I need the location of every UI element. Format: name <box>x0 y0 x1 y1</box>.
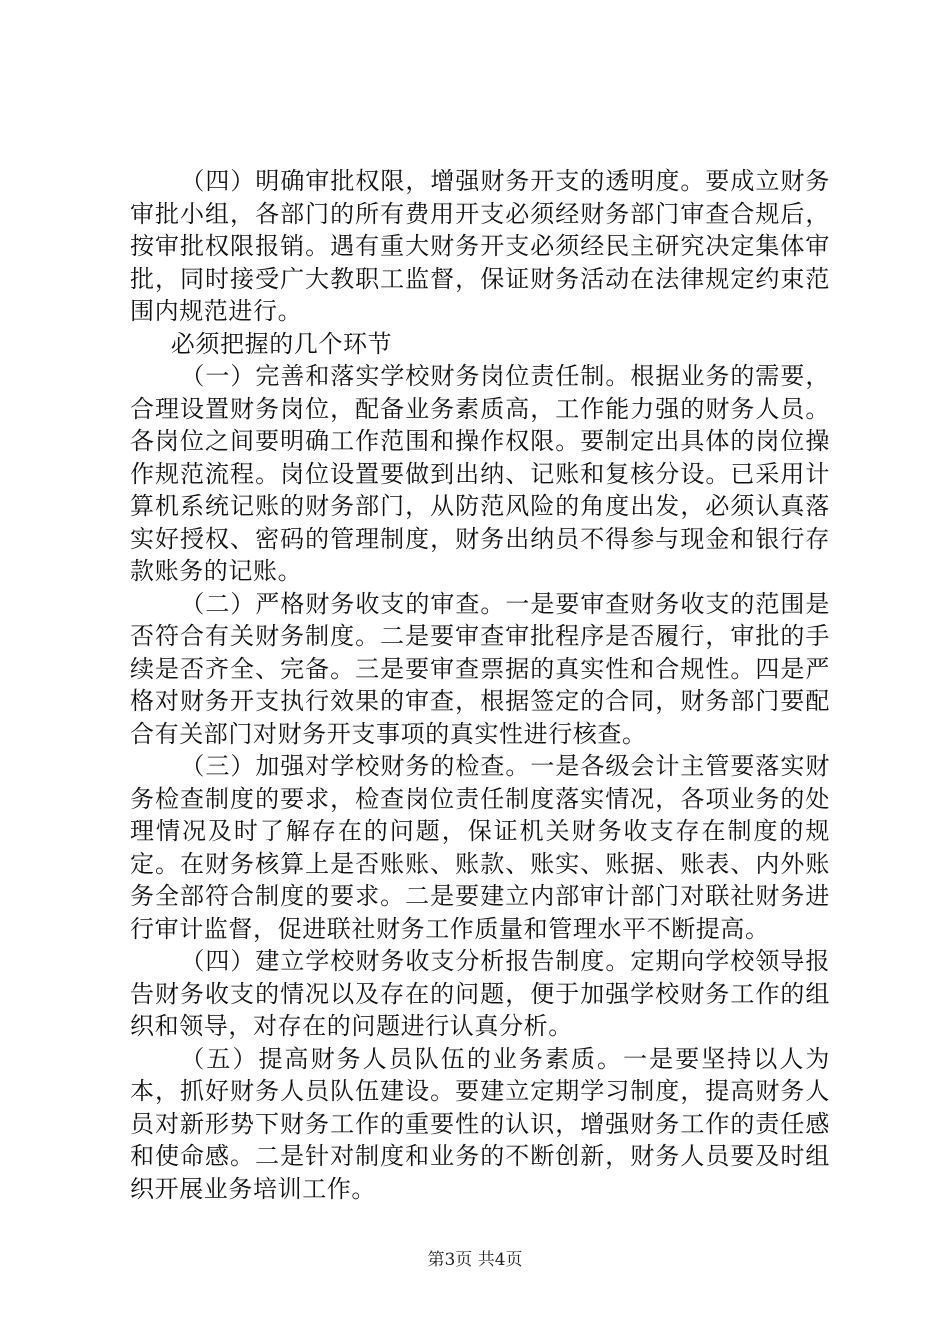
section-heading: 必须把握的几个环节 <box>170 329 393 358</box>
paragraph-staff-quality: （五）提高财务人员队伍的业务素质。一是要坚持以人为本，抓好财务人员队伍建设。要建立定期学习制度，提高财务人员对新形势下财务工作的重要性的认识，增强财务工作的责任感和使命感。二是针对制度和业务的不断创新，财务人员要及时组织开展业务培训工作。 <box>130 1044 830 1203</box>
document-body <box>130 165 830 1205</box>
paragraph-expense-review: （二）严格财务收支的审查。一是要审查财务收支的范围是否符合有关财务制度。二是要审查审批程序是否履行，审批的手续是否齐全、完备。三是要审查票据的真实性和合规性。四是严格对财务开支执行效果的审查，根据签定的合同，财务部门要配合有关部门对财务开支事项的真实性进行核查。 <box>130 589 830 748</box>
paragraph-approval-authority: （四）明确审批权限，增强财务开支的透明度。要成立财务审批小组，各部门的所有费用开支必须经财务部门审查合规后，按审批权限报销。遇有重大财务开支必须经民主研究决定集体审批，同时接受广大教职工监督，保证财务活动在法律规定约束范围内规范进行。 <box>130 167 830 325</box>
page-number-footer: 第3页 共4页 <box>427 1250 523 1270</box>
paragraph-financial-inspection: （三）加强对学校财务的检查。一是各级会计主管要落实财务检查制度的要求，检查岗位责任制度落实情况，各项业务的处理情况及时了解存在的问题，保证机关财务收支存在制度的规定。在财务核算上是否账账、账款、账实、账据、账表、内外账务全部符合制度的要求。二是要建立内部审计部门对联社财务进行审计监督，促进联社财务工作质量和管理水平不断提高。 <box>130 752 830 943</box>
paragraph-analysis-report: （四）建立学校财务收支分析报告制度。定期向学校领导报告财务收支的情况以及存在的问题，便于加强学校财务工作的组织和领导，对存在的问题进行认真分析。 <box>130 947 830 1040</box>
paragraph-job-responsibility: （一）完善和落实学校财务岗位责任制。根据业务的需要，合理设置财务岗位，配备业务素质高，工作能力强的财务人员。各岗位之间要明确工作范围和操作权限。要制定出具体的岗位操作规范流程。岗位设置要做到出纳、记账和复核分设。已采用计算机系统记账的财务部门，从防范风险的角度出发，必须认真落实好授权、密码的管理制度，财务出纳员不得参与现金和银行存款账务的记账。 <box>130 362 830 585</box>
